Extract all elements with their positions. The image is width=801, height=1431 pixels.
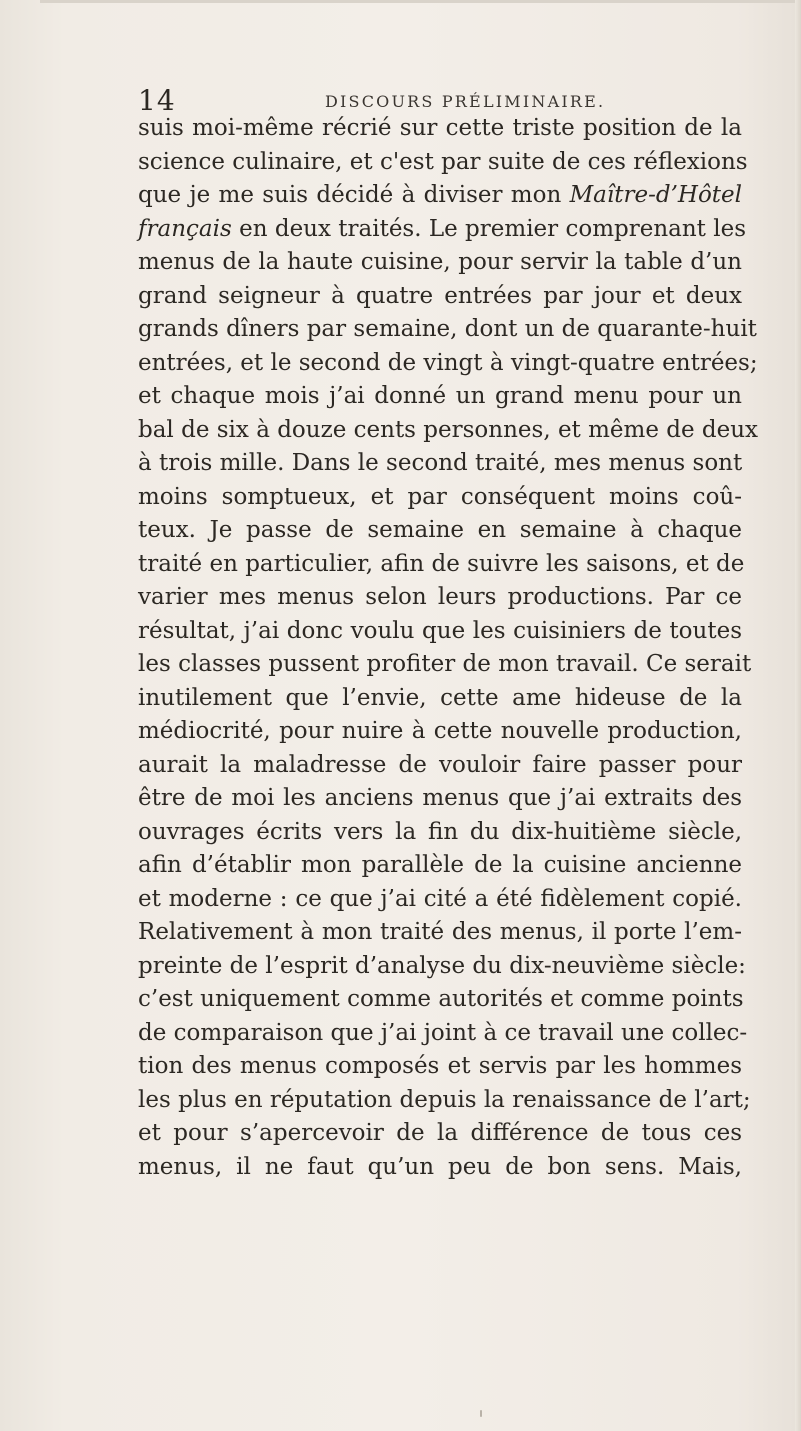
- text-line: afin d’établir mon parallèle de la cuisine ancienne: [138, 852, 742, 878]
- running-head: DISCOURS PRÉLIMINAIRE.: [325, 92, 606, 111]
- text-line: Relativement à mon traité des menus, il porte l’em-: [138, 919, 742, 945]
- text-line: aurait la maladresse de vouloir faire passer pour: [138, 751, 742, 778]
- text-line: bal de six à douze cents personnes, et même de deux: [138, 416, 759, 443]
- text-line: de comparaison que j’ai joint à ce travail une collec-: [138, 1019, 748, 1046]
- page-right-edge: [795, 0, 801, 1431]
- text-line: [138, 179, 742, 213]
- text-line: c’est uniquement comme autorités et comme points: [138, 986, 744, 1012]
- text-line: médiocrité, pour nuire à cette nouvelle production,: [138, 718, 742, 744]
- text-line: menus de la haute cuisine, pour servir la table d’un: [138, 249, 742, 275]
- text-line: tion des menus composés et servis par les hommes: [138, 1053, 742, 1079]
- text-line: ouvrages écrits vers la fin du dix-huitième siècle,: [138, 818, 742, 845]
- text-line: science culinaire, et c'est par suite de ces réflexions: [138, 148, 748, 175]
- text-line: teux. Je passe de semaine en semaine à chaque: [138, 517, 742, 543]
- text-line: grand seigneur à quatre entrées par jour et deux: [138, 282, 742, 309]
- text-line: moins somptueux, et par conséquent moins coû-: [138, 483, 742, 510]
- book-title-italic: Maître-d’Hôtel: [569, 182, 742, 208]
- text-fragment: en deux traités. Le premier comprenant les: [231, 215, 746, 242]
- text-fragment: que je me suis décidé à diviser mon: [138, 182, 570, 208]
- text-line: et pour s’apercevoir de la différence de tous ces: [138, 1120, 742, 1146]
- text-line: à trois mille. Dans le second traité, mes menus sont: [138, 450, 743, 476]
- book-title-italic-continued: français: [138, 215, 232, 242]
- text-line: preinte de l’esprit d’analyse du dix-neuvième siècle:: [138, 952, 746, 979]
- text-line: les plus en réputation depuis la renaissance de l’art;: [138, 1086, 751, 1113]
- text-line: menus, il ne faut qu’un peu de bon sens. Mais,: [138, 1153, 742, 1180]
- text-line: varier mes menus selon leurs productions. Par ce: [138, 584, 742, 610]
- page-top-edge: [40, 0, 801, 3]
- text-line: suis moi-même récrié sur cette triste position de la: [138, 115, 742, 141]
- text-line: les classes pussent profiter de mon travail. Ce serait: [138, 651, 752, 677]
- body-text: [138, 112, 759, 1184]
- page-number: 14: [138, 84, 176, 117]
- text-line: grands dîners par semaine, dont un de quarante-huit: [138, 316, 757, 342]
- text-line: entrées, et le second de vingt à vingt-quatre entrées;: [138, 349, 758, 376]
- text-line: résultat, j’ai donc voulu que les cuisiniers de toutes: [138, 617, 742, 644]
- text-line: traité en particulier, afin de suivre les saisons, et de: [138, 550, 745, 577]
- text-line: et moderne : ce que j’ai cité a été fidèlement copié.: [138, 885, 742, 912]
- text-line: et chaque mois j’ai donné un grand menu pour un: [138, 383, 742, 409]
- paper-speck: [480, 1410, 482, 1417]
- text-line: inutilement que l’envie, cette ame hideuse de la: [138, 684, 742, 711]
- text-line: [138, 213, 746, 247]
- text-line: être de moi les anciens menus que j’ai extraits des: [138, 785, 742, 811]
